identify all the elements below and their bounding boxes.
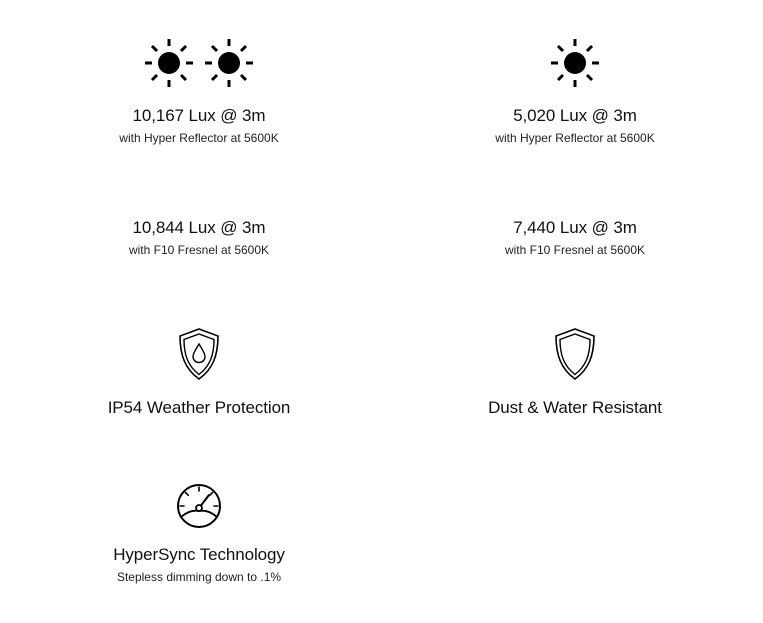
spec-detail: Stepless dimming down to .1% bbox=[116, 570, 282, 584]
sun-icon-group bbox=[415, 38, 735, 88]
spec-hypersync bbox=[39, 483, 359, 585]
shield-droplet-icon bbox=[177, 327, 221, 381]
spec-output-right bbox=[415, 38, 735, 146]
sun-icon-group bbox=[39, 38, 359, 88]
spec-fresnel-right bbox=[415, 218, 735, 258]
gauge-icon bbox=[176, 483, 222, 529]
spec-label: IP54 Weather Protection bbox=[107, 398, 291, 417]
icon-wrap bbox=[415, 327, 735, 381]
spec-value: 7,440 Lux @ 3m bbox=[513, 218, 637, 237]
spec-detail: with F10 Fresnel at 5600K bbox=[128, 243, 270, 257]
spec-value: 5,020 Lux @ 3m bbox=[513, 106, 637, 125]
spec-value: 10,844 Lux @ 3m bbox=[132, 218, 266, 237]
spec-detail: with Hyper Reflector at 5600K bbox=[495, 131, 655, 145]
icon-wrap bbox=[39, 327, 359, 381]
spec-fresnel-left bbox=[39, 218, 359, 258]
spec-detail: with Hyper Reflector at 5600K bbox=[119, 131, 279, 145]
sun-icon bbox=[550, 38, 600, 88]
sun-icon bbox=[204, 38, 254, 88]
spec-dust-water bbox=[415, 327, 735, 418]
spec-detail: with F10 Fresnel at 5600K bbox=[504, 243, 646, 257]
icon-wrap bbox=[39, 483, 359, 529]
spec-label: Dust & Water Resistant bbox=[488, 398, 662, 417]
spec-weather-protection bbox=[39, 327, 359, 418]
shield-icon bbox=[553, 327, 597, 381]
spec-value: 10,167 Lux @ 3m bbox=[132, 106, 266, 125]
spec-label: HyperSync Technology bbox=[113, 545, 285, 564]
sun-icon bbox=[144, 38, 194, 88]
spec-output-left bbox=[39, 38, 359, 146]
